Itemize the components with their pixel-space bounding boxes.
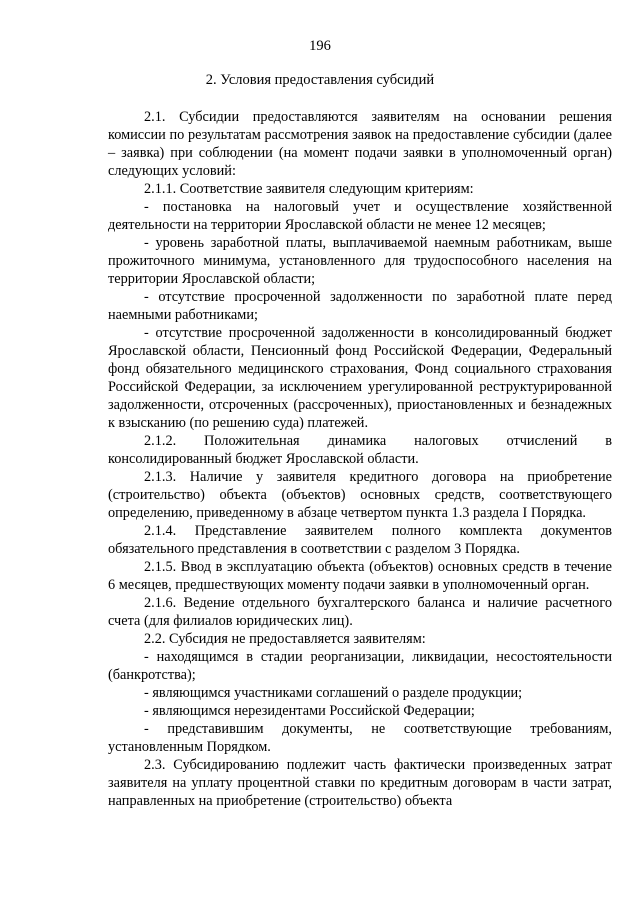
paragraph-2-1-6: 2.1.6. Ведение отдельного бухгалтерского баланса и наличие расчетного счета (для филиалов юридических лиц). [108, 595, 612, 629]
criterion-wage-level: - уровень заработной платы, выплачиваемой наемным работникам, выше прожиточного минимума, установленного для трудоспособного населения на территории Ярославской области; [108, 235, 612, 287]
paragraph-2-1-3: 2.1.3. Наличие у заявителя кредитного договора на приобретение (строительство) объекта (объектов) основных средств, соответствующего определению, приведенному в абзаце четвертом пункта 1.3 раздела I Порядка. [108, 469, 612, 521]
criterion-tax-registration: - постановка на налоговый учет и осуществление хозяйственной деятельности на территории Ярославской области не менее 12 месяцев; [108, 199, 612, 233]
criterion-no-budget-debt: - отсутствие просроченной задолженности в консолидированный бюджет Ярославской области, Пенсионный фонд Российской Федерации, Федеральный фонд обязательного медицинского страхования, Фонд социального страхования Российской Федерации, за исключением урегулированной реструктурированной задолженности, отсроченных (рассроченных), приостановленных и безнадежных к взысканию (по решению суда) платежей. [108, 325, 612, 431]
paragraph-2-1-5: 2.1.5. Ввод в эксплуатацию объекта (объектов) основных средств в течение 6 месяцев, предшествующих моменту подачи заявки в уполномоченный орган. [108, 559, 612, 593]
exclusion-production-sharing: - являющимся участниками соглашений о разделе продукции; [144, 685, 523, 701]
exclusion-reorganization: - находящимся в стадии реорганизации, ликвидации, несостоятельности (банкротства); [108, 649, 612, 683]
paragraph-2-3: 2.3. Субсидированию подлежит часть фактически произведенных затрат заявителя на уплату процентной ставки по кредитным договорам в части затрат, направленных на приобретение (строительство) объекта [108, 757, 612, 809]
criterion-no-wage-debt: - отсутствие просроченной задолженности по заработной плате перед наемными работниками; [108, 289, 612, 323]
page-number: 196 [309, 38, 331, 54]
exclusion-invalid-documents: - представившим документы, не соответствующие требованиям, установленным Порядком. [108, 721, 612, 755]
paragraph-2-1-1: 2.1.1. Соответствие заявителя следующим критериям: [144, 181, 474, 197]
paragraph-2-2: 2.2. Субсидия не предоставляется заявителям: [144, 631, 426, 647]
paragraph-2-1: 2.1. Субсидии предоставляются заявителям на основании решения комиссии по результатам рассмотрения заявок на предоставление субсидии (далее – заявка) при соблюдении (на момент подачи заявки в уполномоченный орган) следующих условий: [108, 109, 612, 179]
exclusion-nonresidents: - являющимся нерезидентами Российской Федерации; [144, 703, 475, 719]
paragraph-2-1-4: 2.1.4. Представление заявителем полного комплекта документов обязательного представления в соответствии с разделом 3 Порядка. [108, 523, 612, 557]
section-title: 2. Условия предоставления субсидий [205, 72, 435, 88]
paragraph-2-1-2: 2.1.2. Положительная динамика налоговых отчислений в консолидированный бюджет Ярославской области. [108, 433, 612, 467]
document-body [108, 108, 612, 810]
